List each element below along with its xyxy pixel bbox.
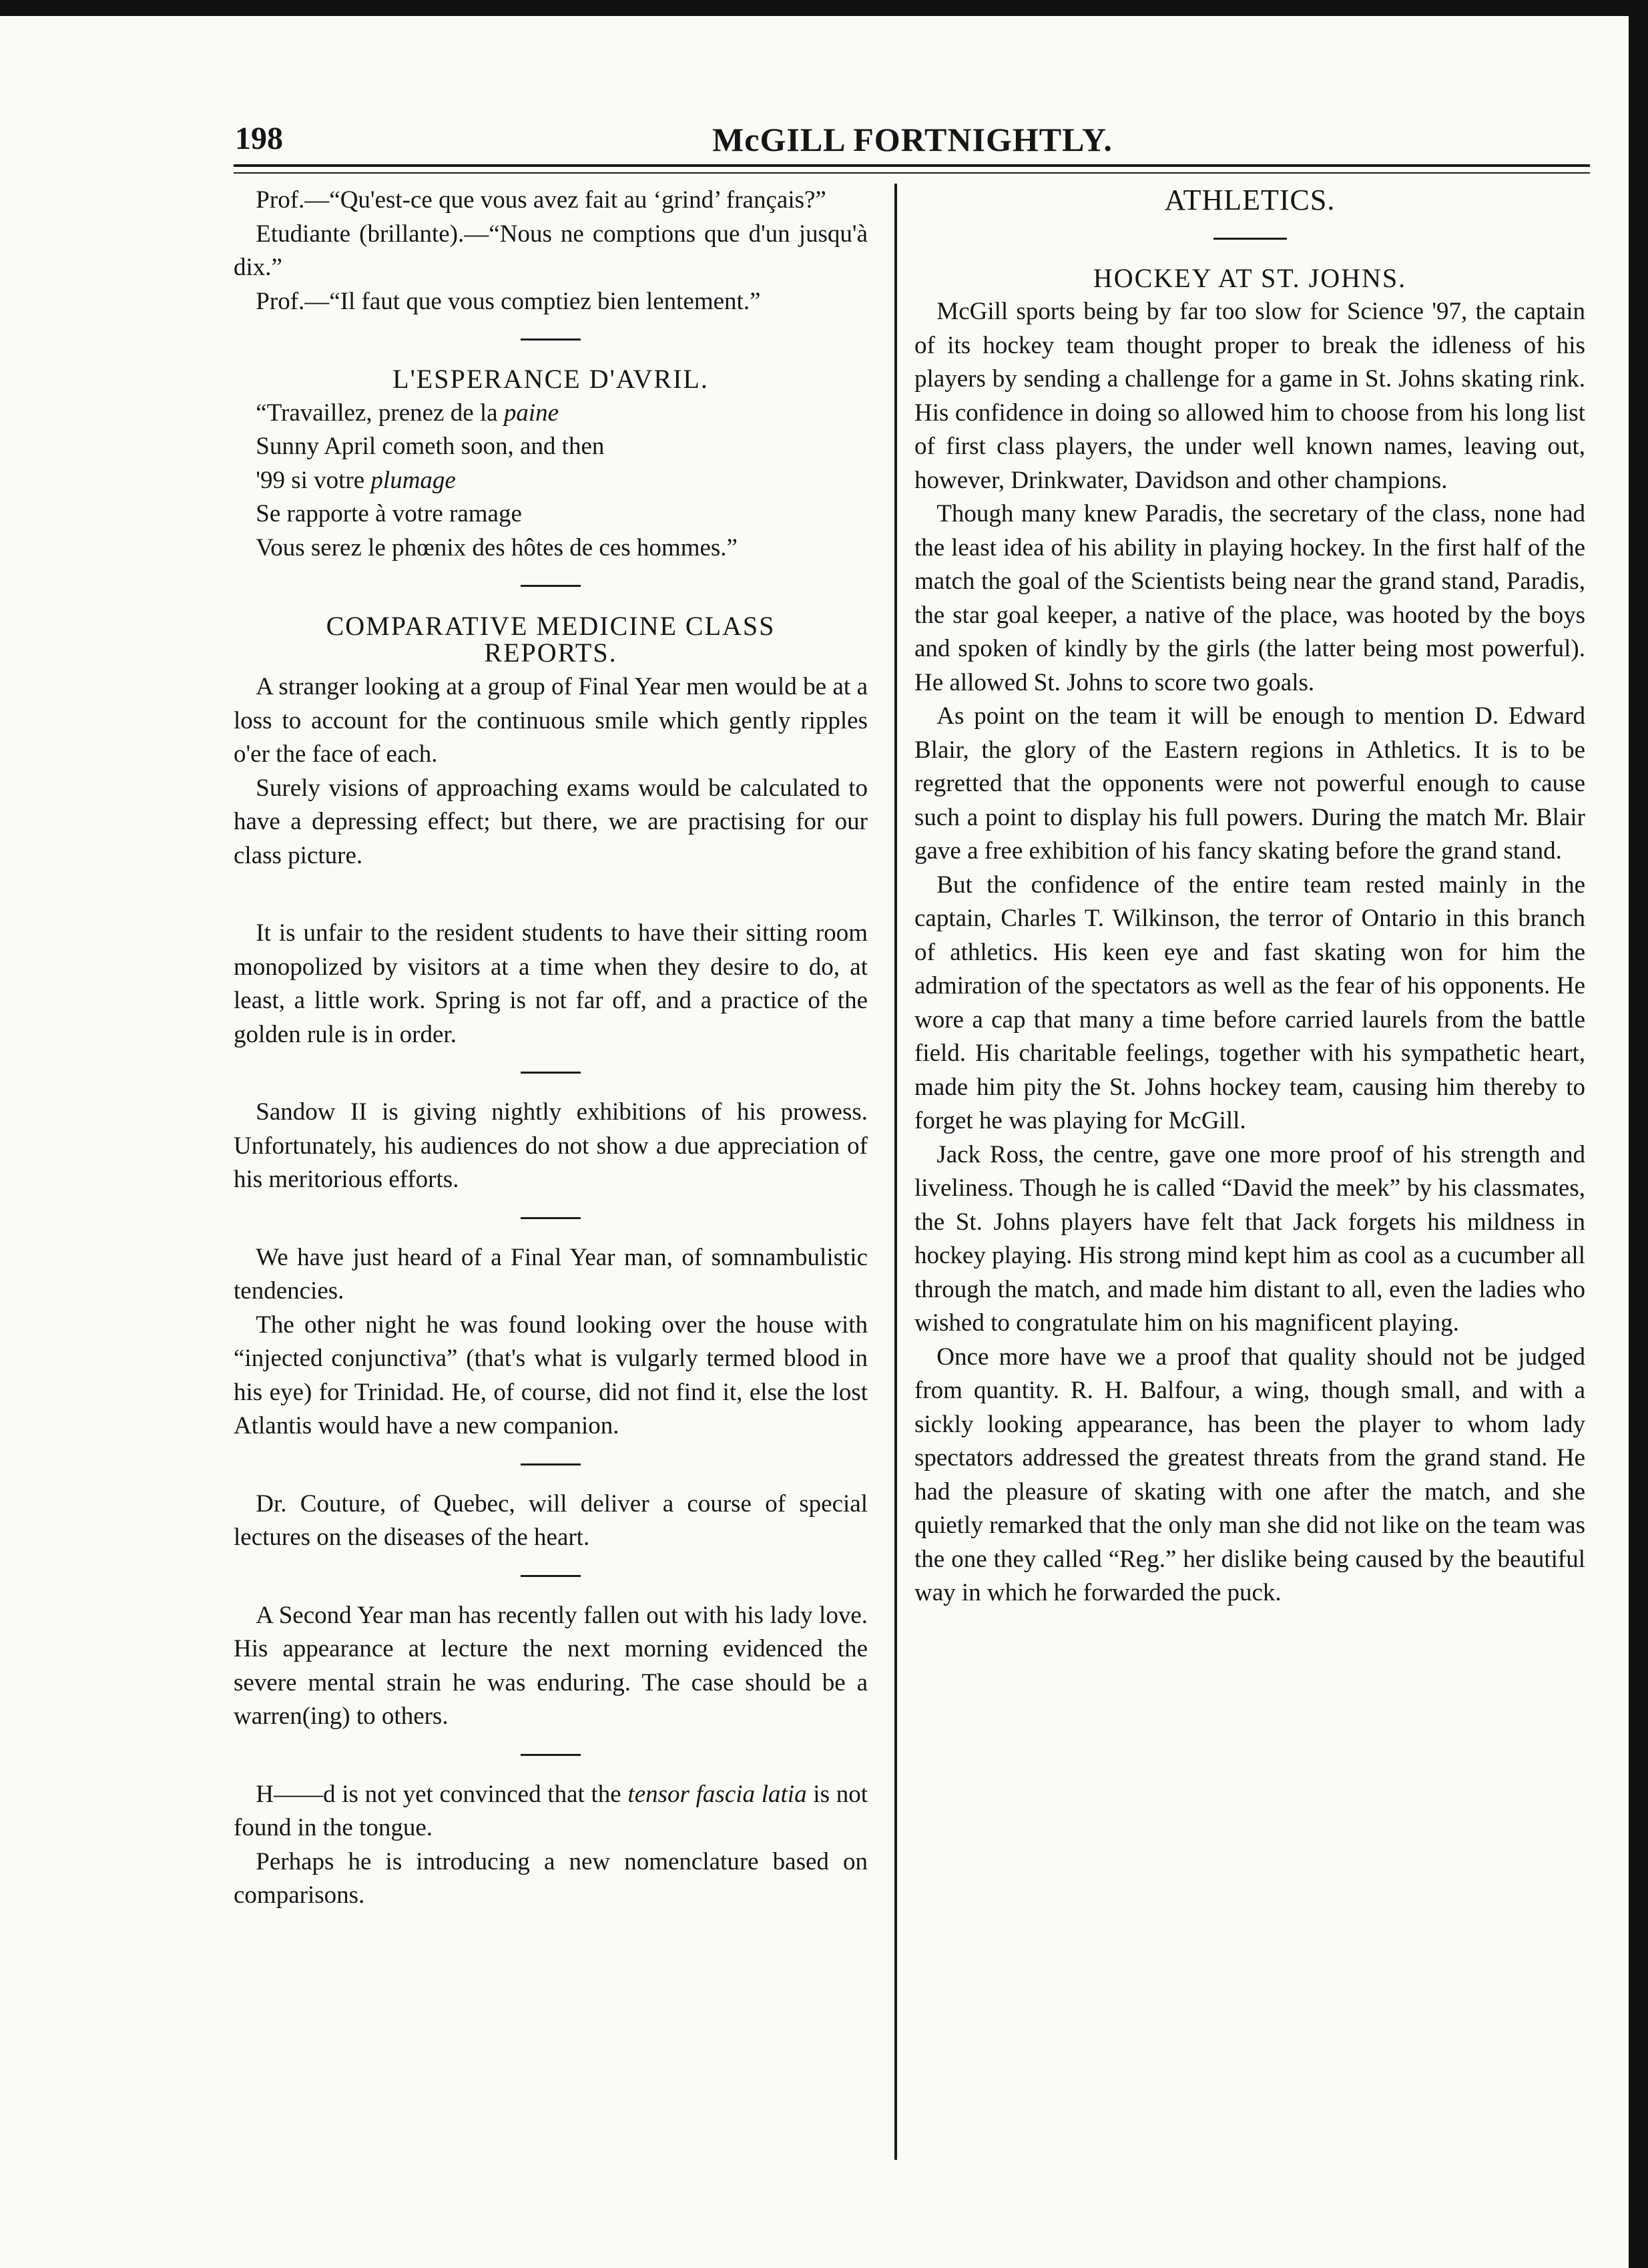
paragraph-resident-students: It is unfair to the resident students to have their sitting room monopolized by visitors at a time when they desire to do, at least, a little work. Spring is not far off, and a practice of the golden rule is in order. (234, 919, 868, 1048)
scan-border-right (1629, 0, 1648, 2268)
poem-line-2: Sunny April cometh soon, and then (256, 433, 605, 460)
running-title: McGILL FORTNIGHTLY. (712, 121, 1113, 158)
italic-term: tensor fascia latia (627, 1780, 807, 1808)
left-column (234, 184, 868, 1913)
section-rule (234, 565, 868, 609)
poem-line-3: '99 si votre plumage (256, 466, 456, 494)
hockey-paragraph-1: McGill sports being by far too slow for Science '97, the captain of its hockey team thought proper to break the idleness of his players by sending a challenge for a game in St. Johns skating rink. His confidence in doing so allowed him to choose from his long list of first class players, the under well known names, leaving out, however, Drinkwater, Davidson and other champions. (914, 298, 1585, 494)
scan-border-top (0, 0, 1648, 16)
paragraph-perhaps: Perhaps he is introducing a new nomenclature based on comparisons. (234, 1847, 868, 1909)
section-rule (234, 1197, 868, 1241)
athletics-title: ATHLETICS. (1164, 184, 1336, 216)
hockey-paragraph-2: Though many knew Paradis, the secretary of the class, none had the least idea of his ability in playing hockey. In the first half of the match the goal of the Scientists being near the grand stand, Paradis, the star goal keeper, a native of the place, was hooted by the boys and spoken of kindly by the girls (the latter being most powerful). He allowed St. Johns to score two goals. (914, 500, 1585, 696)
hockey-paragraph-5: Jack Ross, the centre, gave one more proof of his strength and liveliness. Though he is called “David the meek” by his classmates, the St. Johns players have felt that Jack forgets his mildness in hockey playing. His strong mind kept him as cool as a cucumber all through the match, and made him distant to all, even the ladies who wished to congratulate him on his magnificent playing. (914, 1140, 1585, 1337)
hockey-subtitle: HOCKEY AT ST. JOHNS. (1093, 262, 1407, 293)
paragraph-hd: H——d is not yet convinced that the tensor fascia latia is not found in the tongue. (234, 1780, 868, 1841)
dialogue-prof-2: Prof.—“Il faut que vous comptiez bien lentement.” (256, 287, 761, 315)
section-rule-blank (234, 873, 868, 917)
paragraph-couture: Dr. Couture, of Quebec, will deliver a course of special lectures on the diseases of the heart. (234, 1490, 868, 1551)
esperance-poem (234, 397, 868, 565)
paragraph-second-year: A Second Year man has recently fallen out with his lady love. His appearance at lecture the next morning evidenced the severe mental strain he was enduring. The case should be a warren(ing) to others. (234, 1601, 868, 1730)
section-rule (234, 1443, 868, 1488)
section-rule (234, 1555, 868, 1599)
poem-italic-word: plumage (370, 466, 456, 494)
paragraph-somnambulist-1: We have just heard of a Final Year man, of somnambulistic tendencies. (234, 1243, 868, 1305)
hockey-paragraph-3: As point on the team it will be enough to mention D. Edward Blair, the glory of the Eastern regions in Athletics. It is to be regretted that the opponents were not powerful enough to cause such a point to display his full powers. During the match Mr. Blair gave a free exhibition of his fancy skating before the grand stand. (914, 702, 1585, 865)
poem-line-4: Se rapporte à votre ramage (256, 500, 522, 527)
esperance-title: L'ESPERANCE D'AVRIL. (392, 364, 709, 394)
medicine-title-line-2: REPORTS. (484, 638, 617, 668)
poem-italic-word: paine (503, 399, 559, 427)
poem-line-5: Vous serez le phœnix des hôtes de ces hommes.” (256, 533, 738, 561)
page-number: 198 (235, 121, 283, 156)
section-rule (234, 318, 868, 363)
header-rule (234, 164, 1590, 167)
hockey-paragraph-4: But the confidence of the entire team rested mainly in the captain, Charles T. Wilkinson, the terror of Ontario in this branch of athletics. His keen eye and fast skating won for him the admiration of the spectators as well as the fear of his opponents. He wore a cap that many a time before carried laurels from the battle field. His charitable feelings, together with his sympathetic heart, made him pity the St. Johns hockey team, causing him thereby to forget he was playing for McGill. (914, 871, 1585, 1134)
paragraph-sandow: Sandow II is giving nightly exhibitions of his prowess. Unfortunately, his audiences do not show a due appreciation of his meritorious efforts. (234, 1098, 868, 1193)
section-rule (234, 1734, 868, 1778)
medicine-title-line-1: COMPARATIVE MEDICINE CLASS (326, 611, 776, 641)
header-rule-thin (234, 172, 1590, 174)
poem-line-1: “Travaillez, prenez de la paine (256, 399, 559, 427)
hockey-paragraph-6: Once more have we a proof that quality should not be judged from quantity. R. H. Balfour, a wing, though small, and with a sickly looking appearance, has been the player to whom lady spectators addressed the greatest threats from the grand stand. He had the pleasure of skating with one after the match, and she quietly remarked that the only man she did not like on the team was the one they called “Reg.” her dislike being caused by the beautiful way in which he forwarded the puck. (914, 1343, 1585, 1606)
medicine-paragraph-2: Surely visions of approaching exams would be calculated to have a depressing effect; but there, we are practising for our class picture. (234, 774, 868, 869)
section-rule (914, 218, 1585, 262)
section-rule (234, 1052, 868, 1096)
column-divider (894, 184, 897, 2160)
medicine-paragraph-1: A stranger looking at a group of Final Year men would be at a loss to account for the continuous smile which gently ripples o'er the face of each. (234, 673, 868, 768)
right-column (914, 184, 1585, 1610)
paragraph-somnambulist-2: The other night he was found looking over the house with “injected conjunctiva” (that's what is vulgarly termed blood in his eye) for Trinidad. He, of course, did not find it, else the lost Atlantis would have a new companion. (234, 1311, 868, 1439)
dialogue-prof-1: Prof.—“Qu'est-ce que vous avez fait au ‘grind’ français?” (256, 186, 826, 214)
page-header (235, 120, 1590, 160)
dialogue-etudiante: Etudiante (brillante).—“Nous ne comptions que d'un jusqu'à dix.” (234, 220, 868, 281)
